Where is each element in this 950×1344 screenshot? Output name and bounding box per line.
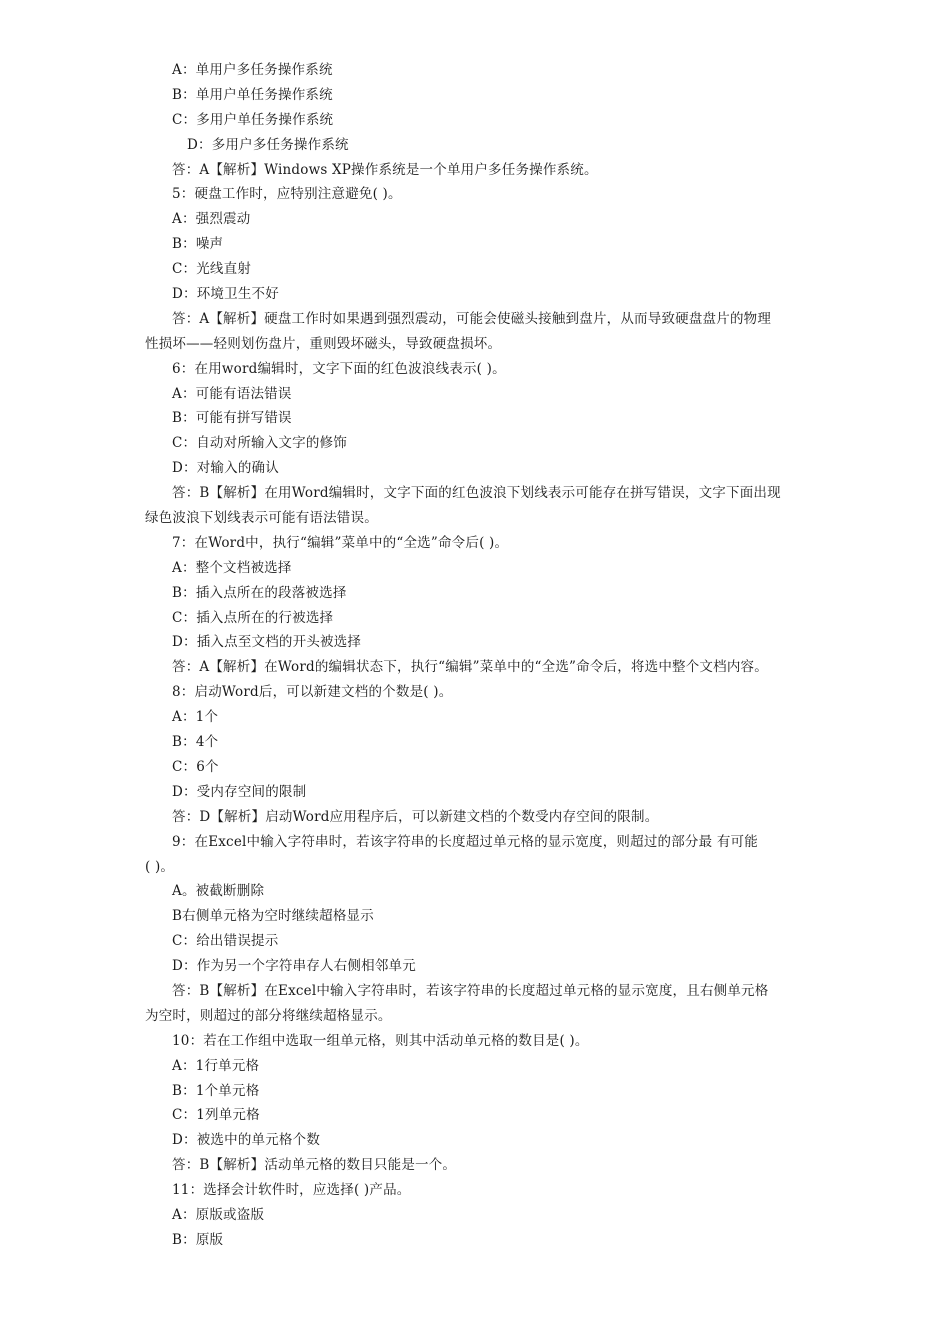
text-line: 8：启动Word后，可以新建文档的个数是( )。 — [172, 684, 453, 701]
text-line: A：单用户多任务操作系统 — [172, 62, 333, 78]
text-line: 11：选择会计软件时，应选择( )产品。 — [172, 1182, 411, 1199]
text-line: 答：B【解析】在Excel中输入字符串时，若该字符串的长度超过单元格的显示宽度，且右侧单元格 — [172, 982, 769, 999]
text-line: B：可能有拼写错误 — [172, 410, 292, 427]
text-line: 答：A【解析】硬盘工作时如果遇到强烈震动，可能会使磁头接触到盘片，从而导致硬盘盘片的物理 — [172, 310, 772, 327]
text-line: D：插入点至文档的开头被选择 — [172, 634, 362, 651]
text-line: B：4个 — [172, 734, 219, 751]
text-line: D：环境卫生不好 — [172, 286, 279, 303]
text-line: 为空时，则超过的部分将继续超格显示。 — [145, 1007, 392, 1024]
text-line: B：原版 — [172, 1231, 224, 1248]
text-line: C：1列单元格 — [172, 1107, 260, 1124]
text-line: D：对输入的确认 — [172, 460, 279, 477]
text-line: C：自动对所输入文字的修饰 — [172, 435, 347, 452]
text-line: 答：B【解析】在用Word编辑时，文字下面的红色波浪下划线表示可能存在拼写错误，文字下面出现 — [172, 485, 781, 502]
text-line: B右侧单元格为空时继续超格显示 — [172, 908, 374, 925]
text-line: A：1行单元格 — [172, 1057, 260, 1074]
text-line: 7：在Word中，执行“编辑”菜单中的“全选”命令后( )。 — [172, 534, 509, 551]
text-line: D：被选中的单元格个数 — [172, 1132, 321, 1149]
text-line: B：插入点所在的段落被选择 — [172, 584, 347, 601]
document-page — [0, 58, 950, 1253]
text-line: 答：A【解析】在Word的编辑状态下，执行“编辑”菜单中的“全选”命令后，将选中整个文档内容。 — [172, 659, 768, 676]
text-line: D：多用户多任务操作系统 — [187, 136, 349, 153]
text-line: C：光线直射 — [172, 261, 252, 278]
text-line: B：噪声 — [172, 236, 224, 253]
text-line: D：受内存空间的限制 — [172, 783, 307, 800]
text-line: 5：硬盘工作时，应特别注意避免( )。 — [172, 186, 402, 203]
text-line: 答：B【解析】活动单元格的数目只能是一个。 — [172, 1157, 457, 1174]
text-line: B：单用户单任务操作系统 — [172, 86, 333, 103]
text-line: C：6个 — [172, 758, 219, 775]
text-line: A：原版或盗版 — [172, 1206, 265, 1223]
text-line: C：插入点所在的行被选择 — [172, 609, 334, 626]
text-line: A：1个 — [172, 709, 219, 726]
text-line: ( )。 — [145, 858, 175, 875]
text-line: A：可能有语法错误 — [172, 385, 292, 402]
text-line: A。被截断删除 — [172, 883, 265, 900]
text-line: C：多用户单任务操作系统 — [172, 111, 334, 128]
text-line: A：强烈震动 — [172, 211, 251, 228]
text-line: 绿色波浪下划线表示可能有语法错误。 — [145, 510, 378, 527]
text-line: 6：在用word编辑时，文字下面的红色波浪线表示( )。 — [172, 360, 506, 377]
text-line: 答：D【解析】启动Word应用程序后，可以新建文档的个数受内存空间的限制。 — [172, 808, 659, 825]
text-line: 答：A【解析】Windows XP操作系统是一个单用户多任务操作系统。 — [172, 161, 598, 178]
text-line: B：1个单元格 — [172, 1082, 260, 1099]
text-line: 性损坏——轻则划伤盘片，重则毁坏磁头，导致硬盘损坏。 — [145, 335, 502, 352]
text-line: C：给出错误提示 — [172, 933, 279, 950]
text-line: A：整个文档被选择 — [172, 559, 292, 576]
text-line: 10：若在工作组中选取一组单元格，则其中活动单元格的数目是( )。 — [172, 1032, 589, 1049]
text-line: D：作为另一个字符串存人右侧相邻单元 — [172, 958, 416, 975]
text-line: 9：在Excel中输入字符串时，若该字符串的长度超过单元格的显示宽度，则超过的部分最 有可能 — [172, 833, 758, 850]
